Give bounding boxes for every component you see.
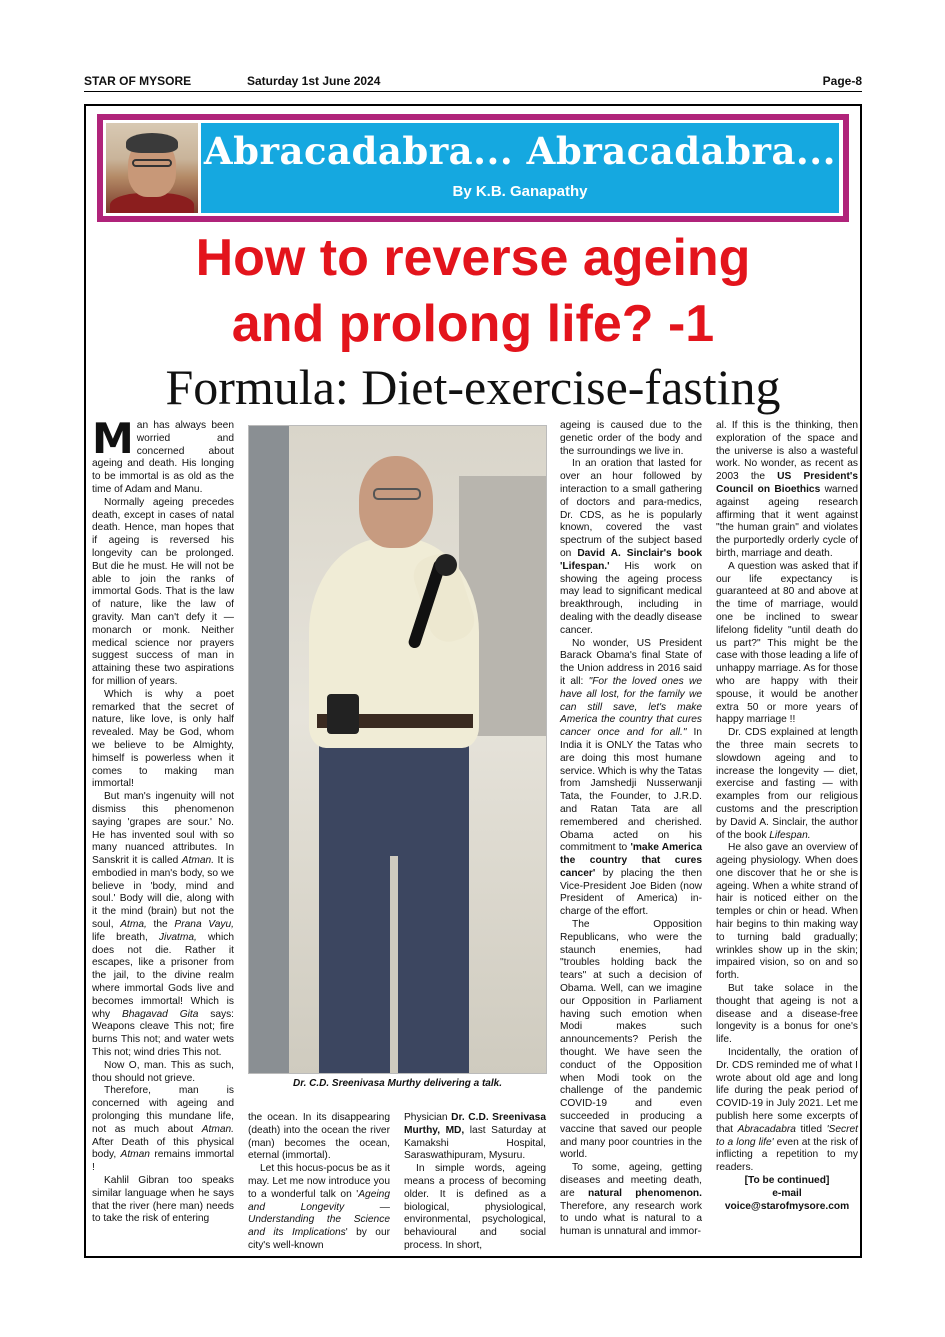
to-be-continued: [To be continued]	[744, 1175, 830, 1187]
author-portrait	[106, 123, 198, 213]
paragraph: But man's ingenuity will not dismiss this phenomenon saying 'grapes are sour.' No. He has invented soul with so many nuanced attributes. In Sanskrit it is called Atman. It is embodied in man's body, so we believe in 'body, mind and soul.' Body will die, along with it the mind (brain) but not the soul, Atma, the Prana Vayu, life breath, Jivatma, which does not die. Rather it escapes, like a prisoner from the jail, to the divine realm where immortal Gods live and becomes immortal! Which is why Bhagavad Gita says: Weapons cleave This not; fire burns This not; and water wets This not; wind dries This not.	[92, 791, 235, 1059]
paragraph: No wonder, US President Barack Obama's final State of the Union address in 2016 said it all: "For the loved ones we have all lost, for the family we can still save, let's make America the country that cures cancer once and for all." In India it is ONLY the Tatas who are doing this most humane service. Which is why the Tatas from Jamshedji Nusserwanji Tata, the Founder, to J.R.D. and Ratan Tata are all remembered and cherished. Obama acted on his commitment to 'make America the country that cures cancer' by placing the then Vice-President Joe Biden (now President of America) in-charge of the effort.	[560, 637, 703, 918]
article-column-5	[716, 420, 858, 1213]
headline-line-1: How to reverse ageing	[195, 229, 751, 287]
paragraph: Incidentally, the oration of Dr. CDS reminded me of what I wrote about old age and long life during the peak period of COVID-19 in July 2021. Let me publish here some excerpts of that Abracadabra titled 'Secret to a long life' even at the risk of inflicting a repetition to my readers.	[716, 1047, 858, 1174]
paragraph: Now O, man. This as such, thou should not grieve.	[92, 1059, 234, 1084]
paragraph: Therefore, man is concerned with ageing and prolonging this mundane life, not as much about Atman. After Death of this physical body, Atman remains immortal !	[92, 1085, 234, 1174]
paragraph: Which is why a poet remarked that the secret of nature, like love, is only half revealed. May be God, whom we believe to be Almighty, himself is powerless when it comes to making man immortal!	[92, 688, 234, 790]
speaker-photo	[248, 425, 547, 1074]
issue-date: Saturday 1st June 2024	[247, 74, 381, 88]
article-column-4	[560, 420, 702, 1239]
headline-line-2: and prolong life? -1	[231, 295, 715, 353]
masthead-rule	[84, 91, 862, 92]
email-label: e-mail	[772, 1187, 802, 1199]
contact-email[interactable]: voice@starofmysore.com	[724, 1200, 850, 1212]
drop-cap: M	[92, 414, 134, 463]
article-column-3	[404, 1112, 546, 1253]
paragraph: He also gave an overview of ageing physiology. When does one discover that he or she is ageing. When a white strand of hair is noticed either on the temples or chin or head. When hair begins to thin making way to turning bald gradually; wrinkles show up in the skin; impaired vision, so on and so forth.	[716, 842, 858, 982]
author-byline: By K.B. Ganapathy	[452, 183, 588, 200]
paragraph: In simple words, ageing means a process of becoming older. It is defined as a biological, physiological, environmental, psychological, behavioural and social process. In short,	[404, 1163, 546, 1251]
paragraph: But take solace in the thought that ageing is not a disease and a disease-free longevity is a bonus for one's life.	[716, 983, 858, 1046]
article-column-1	[92, 414, 235, 1226]
paragraph: Physician Dr. C.D. Sreenivasa Murthy, MD, last Saturday at Kamakshi Hospital, Saraswathipuram, Mysuru.	[404, 1112, 546, 1162]
photo-caption: Dr. C.D. Sreenivasa Murthy delivering a talk.	[293, 1078, 502, 1089]
paragraph: Let this hocus-pocus be as it may. Let me now introduce you to a wonderful talk on 'Ageing and Longevity — Understanding the Science and its Implications' by our city's well-known	[248, 1163, 391, 1251]
article-column-2	[248, 1112, 390, 1253]
column-title: Abracadabra... Abracadabra...	[203, 129, 837, 173]
paragraph: To some, ageing, getting diseases and meeting death, are natural phenomenon. Therefore, any research work to undo what is natural to a human is unnatural and immor-	[560, 1162, 702, 1238]
subheadline: Formula: Diet-exercise-fasting	[165, 359, 781, 415]
masthead	[84, 73, 862, 89]
paragraph: Dr. CDS explained at length the three main secrets to slowdown ageing and to increase the longevity — diet, exercise and fasting — with examples from our religious customs and the prescription by David A. Sinclair, the author of the book Lifespan.	[716, 727, 858, 841]
paragraph: Normally ageing precedes death, except in cases of natal death. Hence, man hopes that if ageing is reversed his longevity can be prolonged. But die he must. He will not be able to join the ranks of immortal Gods. That is the law of nature, like the law of gravity. Man can't defy it — monarch or monk. Neither medical science nor prayers suggest success of man in attaining these two aspirations for million of years.	[92, 496, 234, 687]
paragraph: al. If this is the thinking, then exploration of the space and the universe is also a wasteful work. No wonder, as recent as 2003 the US President's Council on Bioethics warned against ageing research affirming that it went against "the human grain" and violates the purportedly orderly cycle of birth, marriage and death.	[716, 420, 858, 559]
paragraph: The Opposition Republicans, who were the staunch enemies, had "troubles holding back the tears" at such a decision of Obama. Well, can we imagine our Opposition in Parliament having such emotion when Modi makes such announcements? Perish the thought. We have seen the conduct of the Opposition when Modi took on the challenge of the pandemic COVID-19 and even succeeded in producing a vaccine that saved our people and many poor countries in the world.	[560, 919, 702, 1161]
paragraph: A question was asked that if our life expectancy is guaranteed at 80 and above at the time of marriage, would one be inclined to swear lifelong fidelity "until death do us part?" This might be the case with those leading a life of unhappy marriage. As for those who are happy with their spouse, it would be another extra 50 or more years of happy marriage !!	[716, 560, 858, 726]
page-number: Page-8	[822, 74, 862, 88]
paragraph: Man has always been worried and concerned about ageing and death. His longing to be immortal is as old as the time of Adam and Manu.	[92, 414, 234, 495]
paragraph: Kahlil Gibran too speaks similar language when he says that the river (here man) needs to take the risk of entering	[92, 1175, 234, 1225]
paragraph: the ocean. In its disappearing (death) into the ocean the river (man) becomes the ocean, eternal (immortal).	[248, 1112, 390, 1162]
newspaper-name: STAR OF MYSORE	[84, 74, 192, 88]
column-banner	[97, 114, 849, 222]
paragraph: ageing is caused due to the genetic order of the body and the surroundings we live in.	[560, 420, 702, 457]
paragraph: In an oration that lasted for over an hour followed by interaction to a small gathering of doctors and para-medics, Dr. CDS, as he is popularly known, covered the vast spectrum of the subject based on David A. Sinclair's book 'Lifespan.' His work on showing the ageing process may lead to significant medical breakthrough, including in dealing with the deadly disease cancer.	[560, 458, 702, 636]
